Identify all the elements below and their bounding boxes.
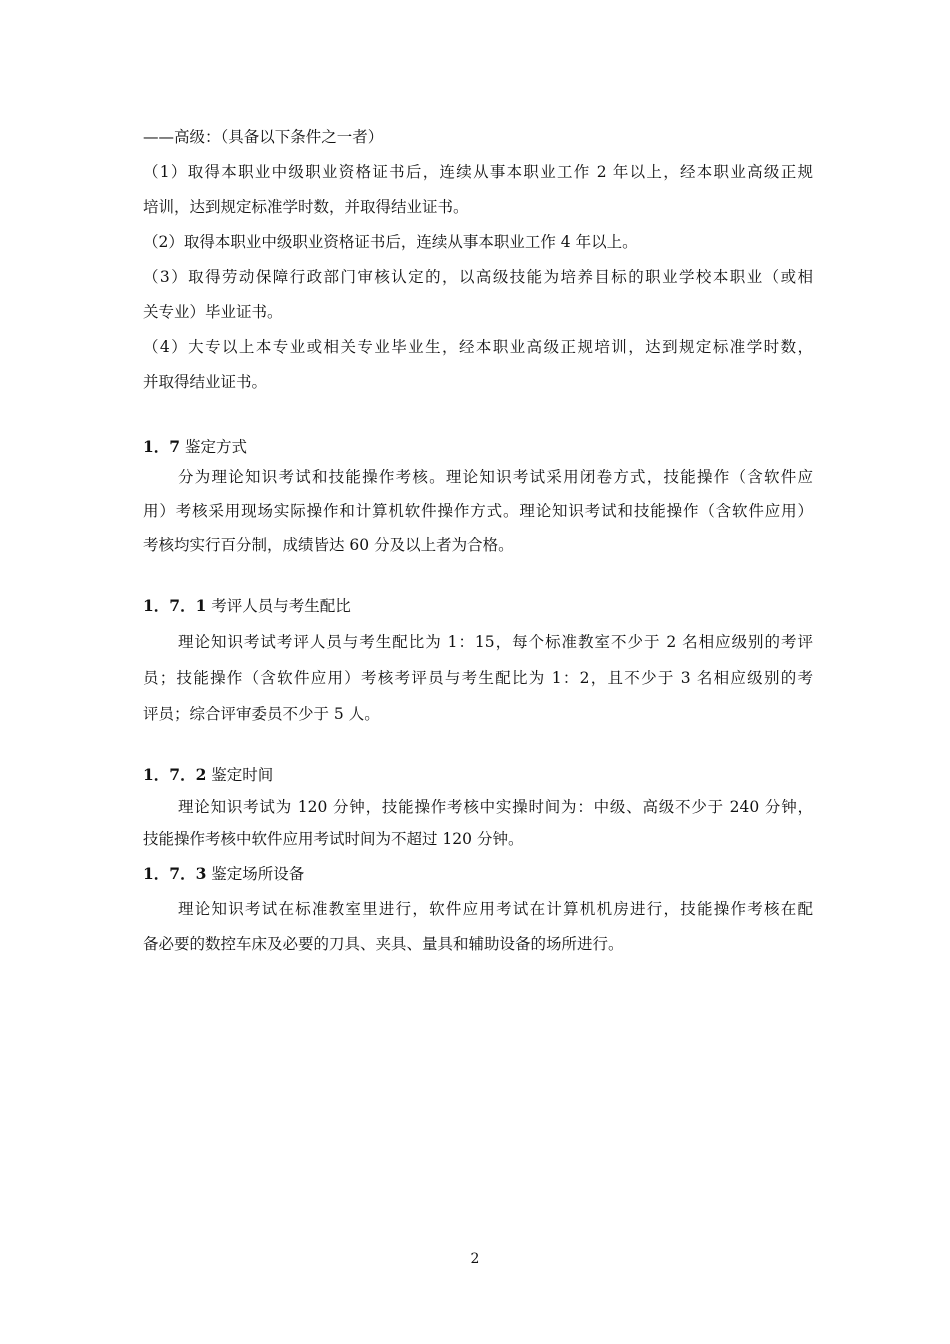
section-number: 1．7．2 xyxy=(143,765,207,784)
condition-1-line-1: （1）取得本职业中级职业资格证书后，连续从事本职业工作 2 年以上，经本职业高级正规 xyxy=(143,163,813,181)
section-1-7-line-1: 分为理论知识考试和技能操作考核。理论知识考试采用闭卷方式，技能操作（含软件应 xyxy=(178,468,813,486)
condition-4-line-2: 并取得结业证书。 xyxy=(143,373,268,391)
section-title: 考评人员与考生配比 xyxy=(211,597,351,615)
section-1-7-heading xyxy=(143,436,813,458)
section-1-7-1-line-1: 理论知识考试考评人员与考生配比为 1：15，每个标准教室不少于 2 名相应级别的考评 xyxy=(178,633,813,651)
section-1-7-line-2: 用）考核采用现场实际操作和计算机软件操作方式。理论知识考试和技能操作（含软件应用） xyxy=(143,502,813,520)
section-1-7-2-heading xyxy=(143,764,813,786)
page-number: 2 xyxy=(470,1251,480,1267)
section-number: 1．7 xyxy=(143,437,181,456)
section-1-7-3-heading xyxy=(143,863,813,885)
condition-1-line-2: 培训，达到规定标准学时数，并取得结业证书。 xyxy=(143,198,469,216)
section-number: 1．7．3 xyxy=(143,864,207,883)
section-1-7-line-3: 考核均实行百分制，成绩皆达 60 分及以上者为合格。 xyxy=(143,536,514,554)
section-1-7-1-line-2: 员；技能操作（含软件应用）考核考评员与考生配比为 1：2，且不少于 3 名相应级别的考 xyxy=(143,669,813,687)
condition-3-line-1: （3）取得劳动保障行政部门审核认定的，以高级技能为培养目标的职业学校本职业（或相 xyxy=(143,268,813,286)
section-1-7-3-line-2: 备必要的数控车床及必要的刀具、夹具、量具和辅助设备的场所进行。 xyxy=(143,935,624,953)
section-1-7-2-line-1: 理论知识考试为 120 分钟，技能操作考核中实操时间为：中级、高级不少于 240 分钟， xyxy=(178,798,813,816)
section-title: 鉴定方式 xyxy=(185,438,248,456)
condition-2: （2）取得本职业中级职业资格证书后，连续从事本职业工作 4 年以上。 xyxy=(143,233,638,251)
advanced-level-intro: ——高级：（具备以下条件之一者） xyxy=(143,128,384,146)
section-1-7-2-line-2: 技能操作考核中软件应用考试时间为不超过 120 分钟。 xyxy=(143,830,524,848)
condition-4-line-1: （4）大专以上本专业或相关专业毕业生，经本职业高级正规培训，达到规定标准学时数， xyxy=(143,338,813,356)
section-1-7-1-line-3: 评员；综合评审委员不少于 5 人。 xyxy=(143,705,380,723)
section-title: 鉴定场所设备 xyxy=(211,865,305,883)
condition-3-line-2: 关专业）毕业证书。 xyxy=(143,303,283,321)
section-title: 鉴定时间 xyxy=(211,766,274,784)
section-1-7-1-heading xyxy=(143,595,813,617)
section-1-7-3-line-1: 理论知识考试在标准教室里进行，软件应用考试在计算机机房进行，技能操作考核在配 xyxy=(178,900,813,918)
section-number: 1．7．1 xyxy=(143,596,207,615)
